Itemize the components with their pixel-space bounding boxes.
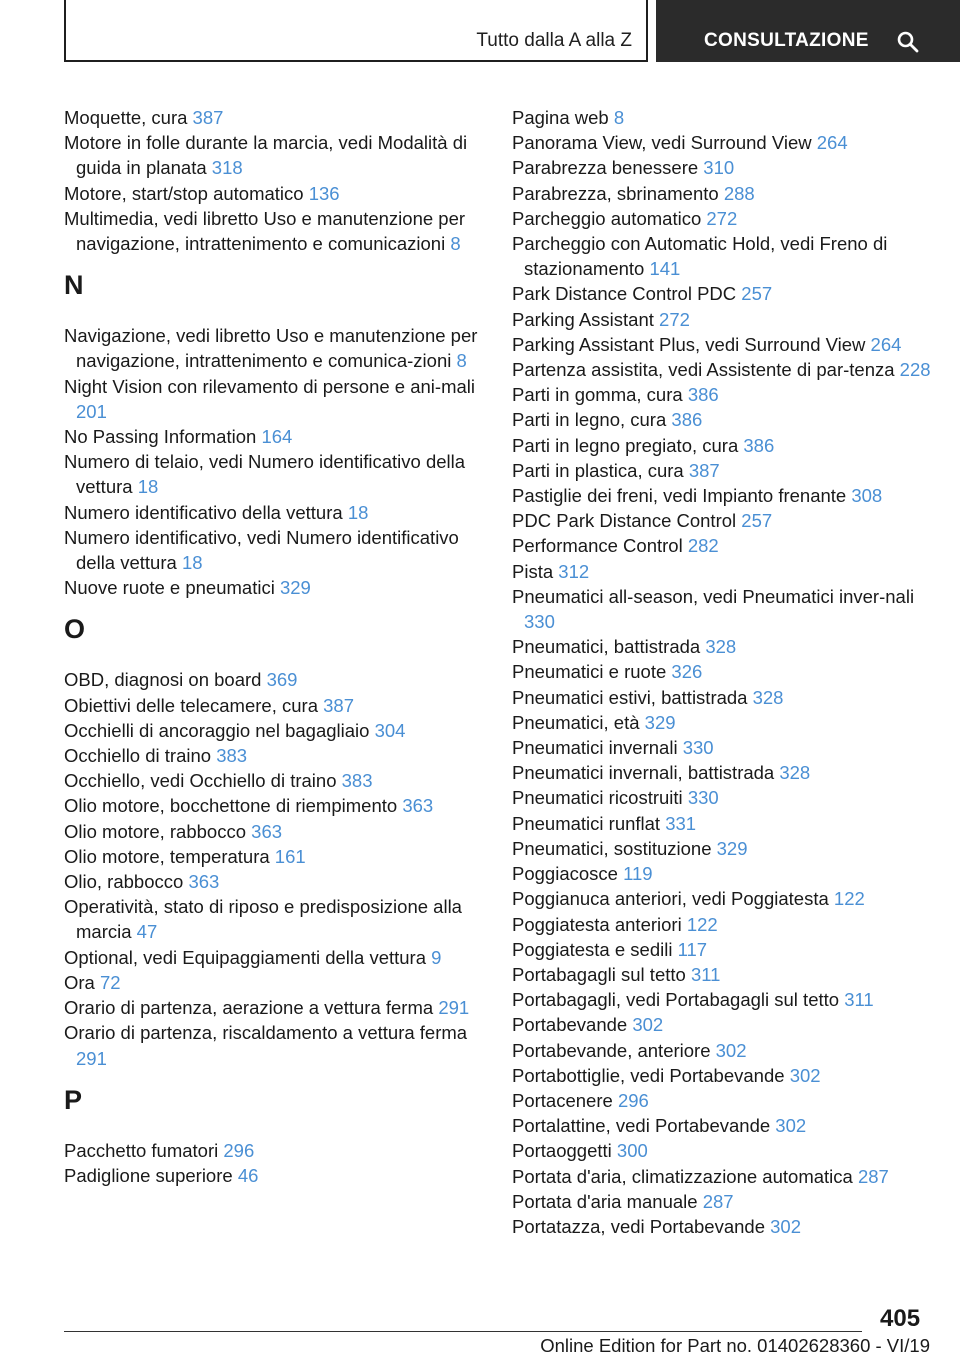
index-entry-text: Obiettivi delle telecamere, cura (64, 694, 324, 716)
index-entry-text: Occhiello, vedi Occhiello di traino (64, 770, 342, 792)
index-entry (64, 970, 484, 995)
index-entry-text: Portatazza, vedi Portabevande (512, 1215, 771, 1237)
index-entry (512, 307, 932, 332)
index-entry-text: Occhielli di ancoraggio nel bagagliaio (64, 719, 375, 741)
page-link[interactable]: 363 (402, 795, 434, 817)
index-entry (64, 869, 484, 894)
page-link[interactable]: 257 (741, 283, 773, 305)
page-link[interactable]: 383 (341, 770, 373, 792)
page-link[interactable]: 228 (899, 359, 931, 381)
index-entry-text: Parcheggio automatico (512, 207, 707, 229)
index-entry-text: Numero identificativo, vedi Numero identificativo della vettura (64, 526, 459, 574)
index-entry (64, 525, 484, 575)
index-entry (64, 693, 484, 718)
index-entry-text: Portacenere (512, 1089, 618, 1111)
index-entry (64, 206, 484, 256)
index-entry (512, 1113, 932, 1138)
page-link[interactable]: 363 (251, 820, 283, 842)
index-entry (64, 181, 484, 206)
page-link[interactable]: 300 (616, 1140, 648, 1162)
page-link[interactable]: 287 (857, 1165, 889, 1187)
index-entry (512, 332, 932, 357)
index-entry-text: Panorama View, vedi Surround View (512, 132, 817, 154)
index-entry (512, 836, 932, 861)
index-entry-text: Orario di partenza, riscaldamento a vettura ferma (64, 1022, 468, 1044)
index-entry (512, 1063, 932, 1088)
index-entry-text: Pista (512, 560, 559, 582)
index-entry (64, 374, 484, 424)
page-link[interactable]: 329 (279, 577, 311, 599)
page-link[interactable]: 330 (682, 737, 714, 759)
page-link[interactable]: 328 (779, 762, 811, 784)
index-entry (512, 281, 932, 306)
index-entry (512, 937, 932, 962)
page-link[interactable]: 8 (613, 107, 625, 128)
index-entry-text: Pneumatici all-season, vedi Pneumatici inver-nali (512, 585, 915, 607)
index-entry-text: Night Vision con rilevamento di persone e ani-mali (64, 375, 475, 397)
index-entry (64, 1138, 484, 1163)
index-entry-text: Orario di partenza, aerazione a vettura ferma (64, 997, 439, 1019)
index-entry-text: Poggiatesta anteriori (512, 913, 687, 935)
page-link[interactable]: 72 (99, 971, 121, 993)
page-link[interactable]: 302 (632, 1014, 664, 1036)
page-link[interactable]: 304 (374, 719, 406, 741)
index-entry-text: Partenza assistita, vedi Assistente di par-tenza (512, 359, 900, 381)
page-link[interactable]: 326 (671, 661, 703, 683)
page-link[interactable]: 308 (851, 485, 883, 507)
index-letter-heading: N (64, 270, 84, 301)
index-entry (512, 1012, 932, 1037)
index-entry-text: PDC Park Distance Control (512, 510, 742, 532)
index-entry (64, 1163, 484, 1188)
page-link[interactable]: 18 (347, 501, 369, 523)
page-link[interactable]: 257 (741, 510, 773, 532)
page-link[interactable]: 122 (686, 913, 718, 935)
search-icon[interactable] (896, 30, 920, 54)
index-entry (512, 382, 932, 407)
index-entry-text: Portabagagli, vedi Portabagagli sul tetto (512, 989, 845, 1011)
index-entry-text: Optional, vedi Equipaggiamenti della vettura (64, 946, 432, 968)
index-entry-text: Pacchetto fumatori (64, 1139, 224, 1161)
index-entry (64, 323, 484, 373)
page-link[interactable]: 318 (211, 157, 243, 179)
index-entry (512, 584, 932, 634)
page-link[interactable]: 264 (816, 132, 848, 154)
edition-footer: Online Edition for Part no. 01402628360 - VI/19 (540, 1335, 930, 1356)
consultazione-tab[interactable] (656, 0, 960, 62)
index-entry (512, 710, 932, 735)
index-entry-text: Olio motore, temperatura (64, 845, 275, 867)
index-entry-text: Nuove ruote e pneumatici (64, 577, 280, 599)
index-entry (512, 760, 932, 785)
index-entry (512, 357, 932, 382)
index-entry (512, 130, 932, 155)
index-entry (64, 995, 484, 1020)
index-entry (512, 105, 932, 130)
page-link[interactable]: 386 (687, 384, 719, 406)
index-entry (64, 894, 484, 944)
page-link[interactable]: 136 (308, 182, 340, 204)
page-link[interactable]: 296 (223, 1139, 255, 1161)
index-entry-text: Pneumatici invernali, battistrada (512, 762, 780, 784)
index-entry-text: Parabrezza, sbrinamento (512, 182, 724, 204)
index-entry-text: Operatività, stato di riposo e predisposizione alla marcia (64, 896, 462, 943)
index-entry-text: Olio motore, bocchettone di riempimento (64, 795, 403, 817)
index-entry-text: Moquette, cura (64, 107, 193, 128)
index-entry (512, 1164, 932, 1189)
index-entry (512, 785, 932, 810)
section-tab[interactable] (64, 0, 648, 62)
index-entry (64, 844, 484, 869)
page-link[interactable]: 164 (261, 426, 293, 448)
index-entry (512, 735, 932, 760)
index-entry (512, 1189, 932, 1214)
index-entry-text: Pastiglie dei freni, vedi Impianto frenante (512, 485, 852, 507)
page-link[interactable]: 328 (705, 636, 737, 658)
index-entry-text: Parking Assistant (512, 308, 660, 330)
index-entry-text: Portabottiglie, vedi Portabevande (512, 1064, 790, 1086)
footer-divider (64, 1331, 862, 1332)
index-entry-text: Olio motore, rabbocco (64, 820, 252, 842)
page-link[interactable]: 272 (659, 308, 690, 330)
index-entry-text: Portata d'aria, climatizzazione automatica (512, 1165, 858, 1187)
index-entry-text: Portabevande, anteriore (512, 1039, 716, 1061)
index-column-left (64, 105, 484, 1188)
page-header (0, 0, 960, 64)
index-entry (64, 768, 484, 793)
page-link[interactable]: 387 (323, 694, 354, 716)
index-entry-text: Pneumatici, battistrada (512, 636, 706, 658)
page-link[interactable]: 311 (844, 989, 874, 1011)
index-entry (64, 793, 484, 818)
page-link[interactable]: 287 (702, 1190, 734, 1212)
index-entry-text: Pneumatici, sostituzione (512, 837, 717, 859)
index-entry (64, 1020, 484, 1070)
index-entry (512, 231, 932, 281)
index-entry-text: Parti in legno, cura (512, 409, 672, 431)
index-entry (512, 508, 932, 533)
index-entry (512, 407, 932, 432)
page-number: 405 (880, 1305, 921, 1332)
index-entry (512, 886, 932, 911)
consultazione-label: CONSULTAZIONE (704, 30, 869, 51)
index-entry (512, 181, 932, 206)
page-link[interactable]: 272 (706, 207, 738, 229)
index-entry-text: Numero di telaio, vedi Numero identificativo della vettura (64, 451, 466, 498)
page-link[interactable]: 46 (237, 1164, 259, 1186)
page-link[interactable]: 264 (870, 333, 902, 355)
index-entry (512, 433, 932, 458)
page-link[interactable]: 201 (76, 400, 107, 422)
index-entry-text: Numero identificativo della vettura (64, 501, 348, 523)
index-entry (64, 575, 484, 600)
index-entry-text: Portabagagli sul tetto (512, 963, 691, 985)
page-link[interactable]: 387 (192, 107, 224, 128)
page-link[interactable]: 288 (723, 182, 755, 204)
page-link[interactable]: 119 (623, 863, 653, 885)
page-link[interactable]: 291 (76, 1047, 107, 1069)
page-link[interactable]: 47 (136, 921, 158, 943)
index-entry-text: Poggianuca anteriori, vedi Poggiatesta (512, 888, 834, 910)
index-entry (512, 811, 932, 836)
index-entry-text: Olio, rabbocco (64, 871, 189, 893)
index-entry-text: Portalattine, vedi Portabevande (512, 1115, 776, 1137)
index-entry-text: Poggiatesta e sedili (512, 938, 678, 960)
index-entry-text: Parcheggio con Automatic Hold, vedi Freno di stazionamento (512, 233, 888, 280)
index-entry (64, 945, 484, 970)
page-link[interactable]: 18 (181, 552, 203, 574)
page-link[interactable]: 311 (690, 963, 721, 985)
index-entry-text: Pneumatici, età (512, 711, 645, 733)
index-entry-text: Portabevande (512, 1014, 633, 1036)
index-entry (64, 743, 484, 768)
index-entry (512, 1138, 932, 1163)
index-entry-text: Motore in folle durante la marcia, vedi Modalità di guida in planata (64, 132, 468, 179)
index-entry-text: Ora (64, 971, 100, 993)
index-entry (64, 105, 484, 130)
page-link[interactable]: 387 (688, 459, 720, 481)
index-entry (512, 659, 932, 684)
page-link[interactable]: 331 (665, 812, 697, 834)
index-entry (512, 912, 932, 937)
index-entry (512, 1038, 932, 1063)
index-entry (512, 987, 932, 1012)
page-link[interactable]: 18 (137, 476, 159, 498)
index-entry (64, 424, 484, 449)
index-entry-text: Pagina web (512, 107, 614, 128)
page-link[interactable]: 141 (649, 258, 681, 280)
section-title: Tutto dalla A alla Z (476, 30, 632, 51)
page-link[interactable]: 328 (752, 686, 784, 708)
index-entry-text: No Passing Information (64, 426, 262, 448)
page-link[interactable]: 282 (687, 535, 719, 557)
index-entry-text: Parti in plastica, cura (512, 459, 689, 481)
index-entry (64, 500, 484, 525)
page-link[interactable]: 291 (438, 997, 470, 1019)
index-entry (64, 449, 484, 499)
page-link[interactable]: 302 (789, 1064, 821, 1086)
index-entry-text: Pneumatici runflat (512, 812, 666, 834)
page-link[interactable]: 8 (456, 350, 467, 372)
index-entry (512, 483, 932, 508)
page-link[interactable]: 9 (431, 946, 442, 968)
index-entry-text: Multimedia, vedi libretto Uso e manutenzione per navigazione, intrattenimento e comunicazioni (64, 207, 466, 255)
index-entry-text: Occhiello di traino (64, 745, 217, 767)
index-entry (512, 559, 932, 584)
index-entry-text: Parabrezza benessere (512, 157, 704, 179)
index-entry (512, 155, 932, 180)
index-entry (64, 718, 484, 743)
index-entry-text: Parti in legno pregiato, cura (512, 434, 744, 456)
index-entry (64, 130, 484, 180)
page-link[interactable]: 117 (677, 938, 708, 960)
index-column-right (512, 105, 932, 1239)
index-entry-text: Portata d'aria manuale (512, 1190, 703, 1212)
index-entry-text: Portaoggetti (512, 1140, 617, 1162)
page-link[interactable]: 363 (188, 871, 220, 893)
page-link[interactable]: 329 (716, 837, 748, 859)
page-link[interactable]: 8 (450, 233, 461, 255)
page-link[interactable]: 312 (558, 560, 590, 582)
index-entry (64, 819, 484, 844)
index-letter-heading: O (64, 614, 86, 645)
page-link[interactable]: 310 (703, 157, 735, 179)
index-entry-text: Parking Assistant Plus, vedi Surround View (512, 333, 871, 355)
page-link[interactable]: 369 (266, 669, 298, 691)
index-entry-text: Park Distance Control PDC (512, 283, 742, 305)
page-link[interactable]: 329 (644, 711, 676, 733)
page-link[interactable]: 383 (216, 745, 248, 767)
index-entry (512, 861, 932, 886)
index-entry (64, 667, 484, 692)
index-entry-text: Navigazione, vedi libretto Uso e manutenzione per navigazione, intrattenimento e comunica-zioni (64, 325, 478, 372)
index-entry-text: Performance Control (512, 535, 688, 557)
index-entry (512, 1088, 932, 1113)
page-link[interactable]: 386 (671, 409, 703, 431)
index-entry (512, 533, 932, 558)
index-entry (512, 685, 932, 710)
index-entry (512, 1214, 932, 1239)
page-link[interactable]: 330 (524, 611, 555, 633)
index-entry (512, 634, 932, 659)
index-entry-text: OBD, diagnosi on board (64, 669, 267, 691)
page-link[interactable]: 302 (775, 1115, 807, 1137)
index-entry (512, 206, 932, 231)
index-letter-heading: P (64, 1084, 83, 1115)
index-entry-text: Pneumatici invernali (512, 737, 683, 759)
index-entry-text: Pneumatici estivi, battistrada (512, 686, 753, 708)
index-entry-text: Padiglione superiore (64, 1164, 238, 1186)
index-entry (512, 458, 932, 483)
page-link[interactable]: 161 (274, 845, 306, 867)
index-entry-text: Poggiacosce (512, 863, 624, 885)
page-link[interactable]: 296 (617, 1089, 649, 1111)
page-link[interactable]: 386 (743, 434, 775, 456)
page-link[interactable]: 302 (715, 1039, 747, 1061)
index-entry-text: Motore, start/stop automatico (64, 182, 309, 204)
page-link[interactable]: 122 (833, 888, 865, 910)
index-entry-text: Pneumatici e ruote (512, 661, 672, 683)
index-entry-text: Pneumatici ricostruiti (512, 787, 688, 809)
index-entry-text: Parti in gomma, cura (512, 384, 688, 406)
page-link[interactable]: 330 (687, 787, 719, 809)
index-entry (512, 962, 932, 987)
page-link[interactable]: 302 (770, 1215, 802, 1237)
